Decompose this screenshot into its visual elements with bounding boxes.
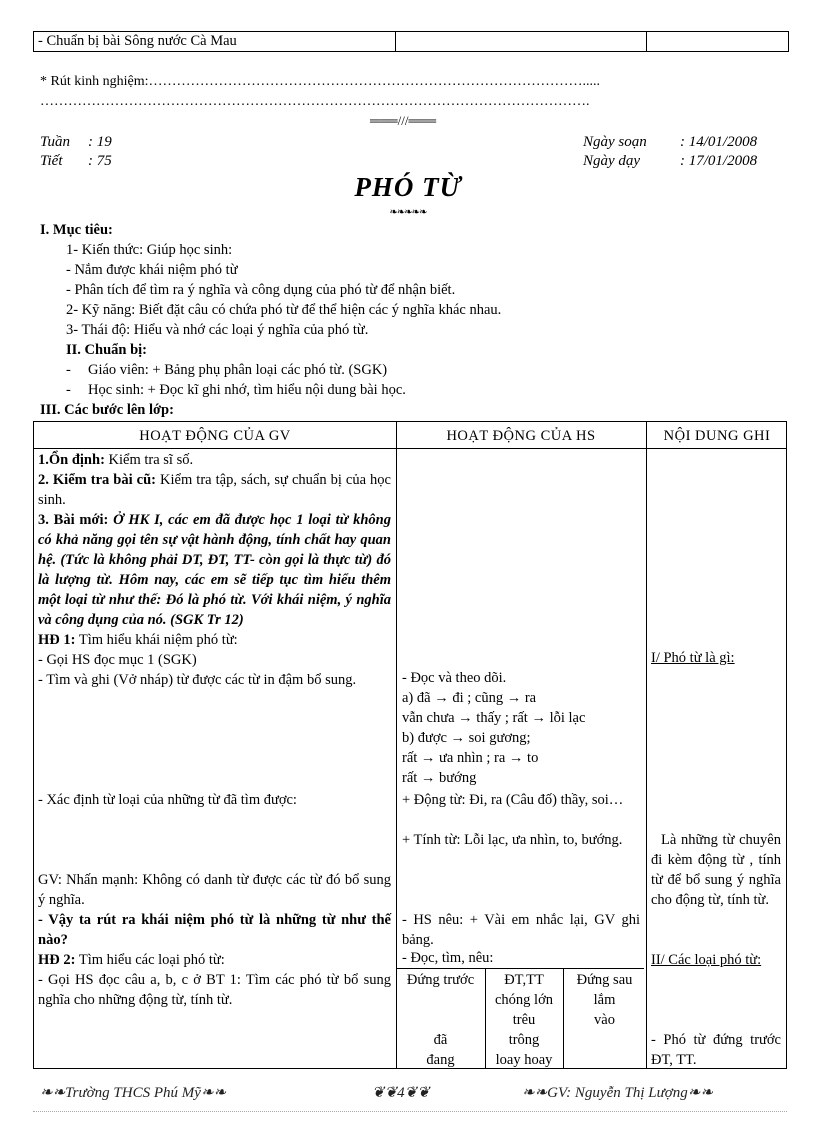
footer-page: ❦❦4❦❦ xyxy=(372,1085,430,1101)
teach-date-value: : 17/01/2008 xyxy=(680,153,758,169)
nd-section-1: I/ Phó từ là gì: xyxy=(651,650,735,666)
objective-analysis: - Phân tích để tìm ra ý nghĩa và công dụng của phó từ để nhận biết. xyxy=(66,282,456,298)
nd-definition: Là những từ chuyên đi kèm động từ , tính từ để bổ sung ý nghĩa cho động từ, tính từ. xyxy=(651,832,781,908)
period-value: : 75 xyxy=(88,153,112,169)
experience-line-2: ………………………………………………………………………………………………………. xyxy=(40,94,590,109)
gv-stabilize: 1.Ổn định: Kiểm tra sĩ số. xyxy=(38,452,194,468)
prep-teacher-dash: - xyxy=(66,362,71,378)
hs-answer-b2: rất → ưa nhìn ; ra → to xyxy=(402,750,539,766)
title-ornament: ❧❧❧❧❧ xyxy=(389,207,427,218)
hs-answer-b3: rất → bướng xyxy=(402,770,477,786)
gv-activity-1: HĐ 1: Tìm hiểu khái niệm phó từ: xyxy=(38,632,238,648)
sub-col-before: Đứng trước đã đang xyxy=(406,972,475,1068)
week-label: Tuần xyxy=(40,134,71,150)
nd-section-2: II/ Các loại phó từ: xyxy=(651,952,762,968)
prep-student-dash: - xyxy=(66,382,71,398)
gv-exercise: - Gọi HS đọc câu a, b, c ở BT 1: Tìm các phó từ bổ sung nghĩa cho những động từ, tính từ. xyxy=(38,972,391,1008)
prep-date-value: : 14/01/2008 xyxy=(680,134,758,150)
steps-heading: III. Các bước lên lớp: xyxy=(40,402,174,418)
sub-col-words: ĐT,TT chóng lớn trêu trông loay hoay xyxy=(494,972,553,1068)
column-divider-2 xyxy=(646,422,647,1068)
hs-read: - Đọc và theo dõi. xyxy=(402,670,507,686)
hs-answer-a2: vẫn chưa → thấy ; rất → lỗi lạc xyxy=(402,710,586,726)
hs-find: - Đọc, tìm, nêu: xyxy=(402,950,494,966)
gv-concept-question: - Vậy ta rút ra khái niệm phó từ là những từ như thế nào? xyxy=(38,912,391,948)
lesson-table xyxy=(33,421,787,1069)
gv-call-read: - Gọi HS đọc mục 1 (SGK) xyxy=(38,652,197,668)
prep-date-label: Ngày soạn xyxy=(583,134,647,150)
prep-student: Học sinh: + Đọc kĩ ghi nhớ, tìm hiểu nội dung bài học. xyxy=(88,382,406,398)
objectives-heading: I. Mục tiêu: xyxy=(40,222,113,238)
objective-skill: 2- Kỹ năng: Biết đặt câu có chứa phó từ để thể hiện các ý nghĩa khác nhau. xyxy=(66,302,502,318)
footer-school: ❧❧Trường THCS Phú Mỹ❧❧ xyxy=(40,1085,227,1101)
teach-date-label: Ngày dạy xyxy=(583,153,641,169)
subtable-top xyxy=(396,968,644,969)
header-gv: HOẠT ĐỘNG CỦA GV xyxy=(139,428,291,444)
hs-answer-b1: b) được → soi gương; xyxy=(402,730,531,746)
gv-activity-2: HĐ 2: Tìm hiểu các loại phó từ: xyxy=(38,952,225,968)
top-cell-2 xyxy=(396,32,647,52)
hs-adjectives: + Tính từ: Lỗi lạc, ưa nhìn, to, bướng. xyxy=(402,832,623,848)
top-cell-3 xyxy=(647,32,789,52)
gv-emphasis: GV: Nhấn mạnh: Không có danh từ được các từ đó bổ sung ý nghĩa. xyxy=(38,872,391,908)
gv-review: 2. Kiểm tra bài cũ: Kiểm tra tập, sách, sự chuẩn bị của học sinh. xyxy=(38,472,391,508)
header-row-divider xyxy=(34,448,786,449)
objective-knowledge: 1- Kiến thức: Giúp học sinh: xyxy=(66,242,233,258)
hs-answer-a1: a) đã → đi ; cũng → ra xyxy=(402,690,537,706)
gv-column xyxy=(38,450,391,690)
top-cell-1: - Chuẩn bị bài Sông nước Cà Mau xyxy=(34,32,396,52)
header-nd: NỘI DUNG GHI xyxy=(663,428,771,444)
objective-concept: - Nắm được khái niệm phó từ xyxy=(66,262,238,278)
top-table xyxy=(33,31,789,52)
experience-line-1: * Rút kinh nghiệm:…………………………………………………………………………………..... xyxy=(40,74,600,89)
footer-teacher: ❧❧GV: Nguyễn Thị Lượng❧❧ xyxy=(522,1085,713,1101)
hs-verbs: + Động từ: Đi, ra (Câu đố) thầy, soi… xyxy=(402,792,624,808)
sub-col-after: Đứng sau lắm vào xyxy=(576,972,633,1028)
gv-classify: - Xác định từ loại của những từ đã tìm được: xyxy=(38,792,297,808)
header-hs: HOẠT ĐỘNG CỦA HS xyxy=(446,428,596,444)
footer-rule xyxy=(33,1111,787,1112)
period-label: Tiết xyxy=(40,153,63,169)
gv-new-lesson: 3. Bài mới: Ở HK I, các em đã được học 1 loại từ không có khả năng gọi tên sự vật hành động, tính chất hay quan hệ. (Tức là không phải DT, ĐT, TT- còn gọi là thực từ) đó là lượng từ. Hôm nay, các em sẽ tiếp tục tìm hiểu thêm một loại từ như thế: Đó là phó từ. Với khái niệm, ý nghĩa và công dụng của nó. (SGK Tr 12) xyxy=(38,512,391,628)
gv-find-words: - Tìm và ghi (Vở nháp) từ được các từ in đậm bổ sung. xyxy=(38,672,357,688)
page-title: PHÓ TỪ xyxy=(354,172,462,202)
week-value: : 19 xyxy=(88,134,112,150)
section-separator: ═══///═══ xyxy=(370,113,437,128)
nd-before: - Phó từ đứng trước ĐT, TT. xyxy=(651,1032,781,1068)
prep-teacher: Giáo viên: + Bảng phụ phân loại các phó từ. (SGK) xyxy=(88,362,388,378)
objective-attitude: 3- Thái độ: Hiểu và nhớ các loại ý nghĩa của phó từ. xyxy=(66,322,369,338)
hs-concept: - HS nêu: + Vài em nhắc lại, GV ghi bảng. xyxy=(402,912,640,948)
prep-heading: II. Chuẩn bị: xyxy=(66,342,147,358)
